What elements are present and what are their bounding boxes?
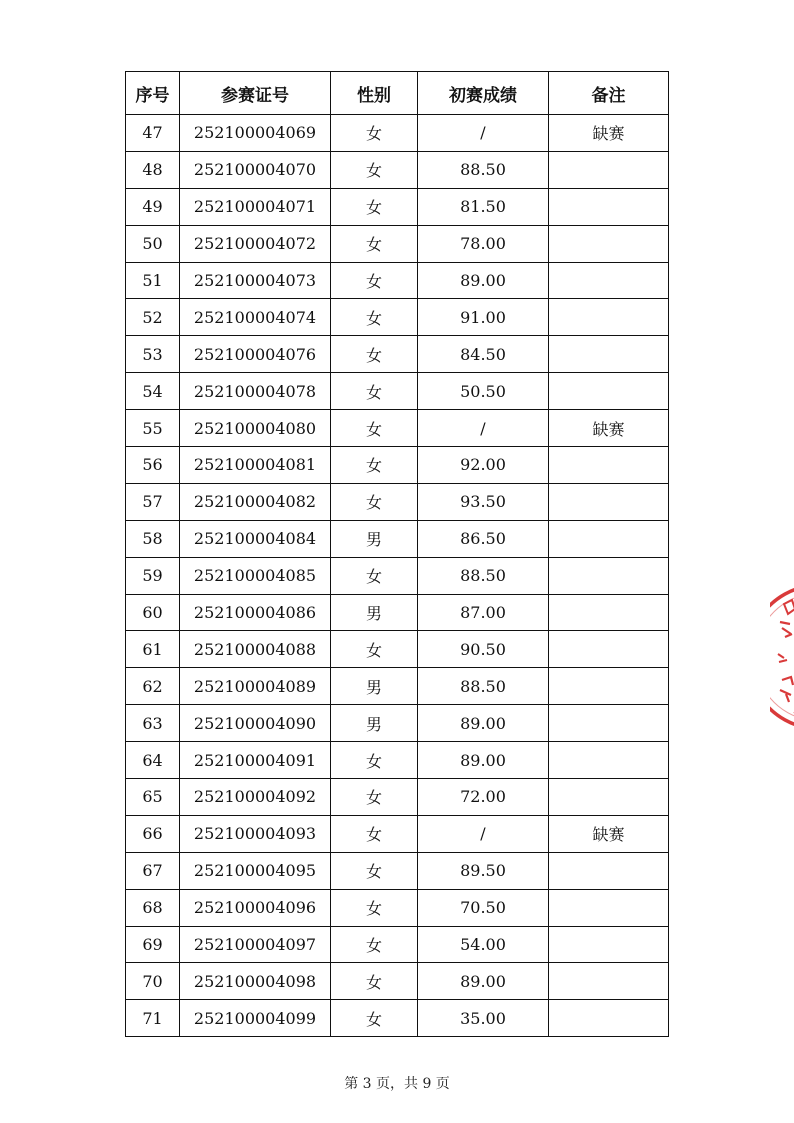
cell-note — [549, 447, 669, 484]
seal-mark — [778, 654, 787, 662]
cell-sex: 男 — [331, 668, 418, 705]
cell-score: / — [418, 815, 549, 852]
table-body — [126, 115, 669, 1037]
cell-no: 52 — [126, 299, 180, 336]
cell-note — [549, 668, 669, 705]
cell-score: 35.00 — [418, 1000, 549, 1037]
table-row — [126, 151, 669, 188]
cell-id: 252100004095 — [180, 852, 331, 889]
cell-score: 89.00 — [418, 705, 549, 742]
cell-score: 70.50 — [418, 889, 549, 926]
table-row — [126, 225, 669, 262]
table-row — [126, 188, 669, 225]
cell-note — [549, 151, 669, 188]
table-row — [126, 410, 669, 447]
cell-no: 65 — [126, 779, 180, 816]
cell-sex: 女 — [331, 557, 418, 594]
table-row — [126, 336, 669, 373]
table-row — [126, 889, 669, 926]
cell-id: 252100004072 — [180, 225, 331, 262]
cell-score: 50.50 — [418, 373, 549, 410]
cell-note — [549, 779, 669, 816]
cell-note — [549, 963, 669, 1000]
cell-sex: 女 — [331, 225, 418, 262]
table-row — [126, 926, 669, 963]
cell-note — [549, 631, 669, 668]
cell-note — [549, 336, 669, 373]
cell-id: 252100004078 — [180, 373, 331, 410]
seal-mark — [780, 677, 793, 702]
cell-id: 252100004089 — [180, 668, 331, 705]
cell-no: 55 — [126, 410, 180, 447]
cell-id: 252100004093 — [180, 815, 331, 852]
cell-note: 缺赛 — [549, 815, 669, 852]
cell-no: 57 — [126, 483, 180, 520]
cell-sex: 女 — [331, 188, 418, 225]
cell-note — [549, 742, 669, 779]
results-table — [125, 71, 669, 1037]
cell-note — [549, 594, 669, 631]
table-row — [126, 1000, 669, 1037]
table-row — [126, 963, 669, 1000]
cell-sex: 女 — [331, 483, 418, 520]
cell-id: 252100004098 — [180, 963, 331, 1000]
official-seal-icon — [770, 582, 794, 732]
cell-note — [549, 299, 669, 336]
cell-id: 252100004096 — [180, 889, 331, 926]
table-row — [126, 779, 669, 816]
cell-no: 63 — [126, 705, 180, 742]
table-row — [126, 299, 669, 336]
header-note: 备注 — [549, 72, 669, 115]
cell-note — [549, 225, 669, 262]
cell-no: 62 — [126, 668, 180, 705]
cell-id: 252100004076 — [180, 336, 331, 373]
cell-note — [549, 373, 669, 410]
cell-score: 89.00 — [418, 262, 549, 299]
cell-no: 67 — [126, 852, 180, 889]
cell-id: 252100004070 — [180, 151, 331, 188]
cell-no: 70 — [126, 963, 180, 1000]
cell-id: 252100004081 — [180, 447, 331, 484]
cell-sex: 女 — [331, 815, 418, 852]
cell-note — [549, 262, 669, 299]
cell-sex: 女 — [331, 963, 418, 1000]
table-row — [126, 447, 669, 484]
cell-id: 252100004085 — [180, 557, 331, 594]
cell-score: 89.00 — [418, 742, 549, 779]
cell-score: 84.50 — [418, 336, 549, 373]
header-id: 参赛证号 — [180, 72, 331, 115]
cell-score: / — [418, 410, 549, 447]
cell-sex: 女 — [331, 447, 418, 484]
cell-no: 61 — [126, 631, 180, 668]
cell-note — [549, 520, 669, 557]
cell-sex: 女 — [331, 410, 418, 447]
cell-id: 252100004084 — [180, 520, 331, 557]
cell-score: 87.00 — [418, 594, 549, 631]
cell-no: 59 — [126, 557, 180, 594]
cell-score: 81.50 — [418, 188, 549, 225]
cell-sex: 女 — [331, 926, 418, 963]
cell-no: 54 — [126, 373, 180, 410]
cell-score: 92.00 — [418, 447, 549, 484]
cell-note: 缺赛 — [549, 410, 669, 447]
cell-score: 90.50 — [418, 631, 549, 668]
table-row — [126, 483, 669, 520]
cell-score: 54.00 — [418, 926, 549, 963]
header-score: 初赛成绩 — [418, 72, 549, 115]
cell-sex: 女 — [331, 742, 418, 779]
cell-no: 69 — [126, 926, 180, 963]
cell-no: 51 — [126, 262, 180, 299]
cell-sex: 男 — [331, 705, 418, 742]
cell-sex: 女 — [331, 631, 418, 668]
cell-note: 缺赛 — [549, 115, 669, 152]
cell-no: 60 — [126, 594, 180, 631]
cell-note — [549, 705, 669, 742]
cell-no: 48 — [126, 151, 180, 188]
cell-score: 72.00 — [418, 779, 549, 816]
cell-id: 252100004097 — [180, 926, 331, 963]
page-footer: 第 3 页，共 9 页 — [344, 1076, 450, 1092]
cell-sex: 男 — [331, 520, 418, 557]
cell-sex: 女 — [331, 299, 418, 336]
cell-sex: 女 — [331, 1000, 418, 1037]
table-row — [126, 631, 669, 668]
cell-score: 88.50 — [418, 557, 549, 594]
table-row — [126, 557, 669, 594]
header-sex: 性别 — [331, 72, 418, 115]
cell-score: 86.50 — [418, 520, 549, 557]
table-row — [126, 520, 669, 557]
cell-id: 252100004082 — [180, 483, 331, 520]
cell-sex: 女 — [331, 262, 418, 299]
cell-score: 89.50 — [418, 852, 549, 889]
cell-note — [549, 1000, 669, 1037]
cell-id: 252100004092 — [180, 779, 331, 816]
cell-sex: 女 — [331, 151, 418, 188]
cell-score: 89.00 — [418, 963, 549, 1000]
cell-no: 50 — [126, 225, 180, 262]
cell-note — [549, 557, 669, 594]
cell-score: 88.50 — [418, 151, 549, 188]
cell-no: 64 — [126, 742, 180, 779]
table-row — [126, 373, 669, 410]
cell-id: 252100004074 — [180, 299, 331, 336]
table-row — [126, 742, 669, 779]
cell-sex: 女 — [331, 889, 418, 926]
cell-note — [549, 926, 669, 963]
cell-sex: 女 — [331, 852, 418, 889]
cell-id: 252100004071 — [180, 188, 331, 225]
cell-note — [549, 889, 669, 926]
cell-no: 66 — [126, 815, 180, 852]
table-row — [126, 115, 669, 152]
cell-no: 68 — [126, 889, 180, 926]
table-row — [126, 705, 669, 742]
cell-id: 252100004091 — [180, 742, 331, 779]
cell-id: 252100004086 — [180, 594, 331, 631]
table-header-row — [126, 72, 669, 115]
table-row — [126, 815, 669, 852]
cell-no: 56 — [126, 447, 180, 484]
cell-no: 49 — [126, 188, 180, 225]
table-row — [126, 594, 669, 631]
cell-score: 88.50 — [418, 668, 549, 705]
cell-score: / — [418, 115, 549, 152]
cell-id: 252100004073 — [180, 262, 331, 299]
cell-note — [549, 852, 669, 889]
header-no: 序号 — [126, 72, 180, 115]
cell-score: 78.00 — [418, 225, 549, 262]
cell-sex: 女 — [331, 115, 418, 152]
cell-id: 252100004069 — [180, 115, 331, 152]
seal-mark — [780, 622, 792, 637]
cell-no: 53 — [126, 336, 180, 373]
cell-sex: 女 — [331, 373, 418, 410]
cell-score: 91.00 — [418, 299, 549, 336]
cell-note — [549, 483, 669, 520]
table-row — [126, 852, 669, 889]
cell-id: 252100004088 — [180, 631, 331, 668]
cell-id: 252100004099 — [180, 1000, 331, 1037]
cell-score: 93.50 — [418, 483, 549, 520]
cell-sex: 女 — [331, 779, 418, 816]
cell-id: 252100004080 — [180, 410, 331, 447]
cell-id: 252100004090 — [180, 705, 331, 742]
cell-no: 47 — [126, 115, 180, 152]
table-row — [126, 668, 669, 705]
cell-sex: 男 — [331, 594, 418, 631]
cell-no: 58 — [126, 520, 180, 557]
cell-no: 71 — [126, 1000, 180, 1037]
cell-sex: 女 — [331, 336, 418, 373]
cell-note — [549, 188, 669, 225]
table-row — [126, 262, 669, 299]
